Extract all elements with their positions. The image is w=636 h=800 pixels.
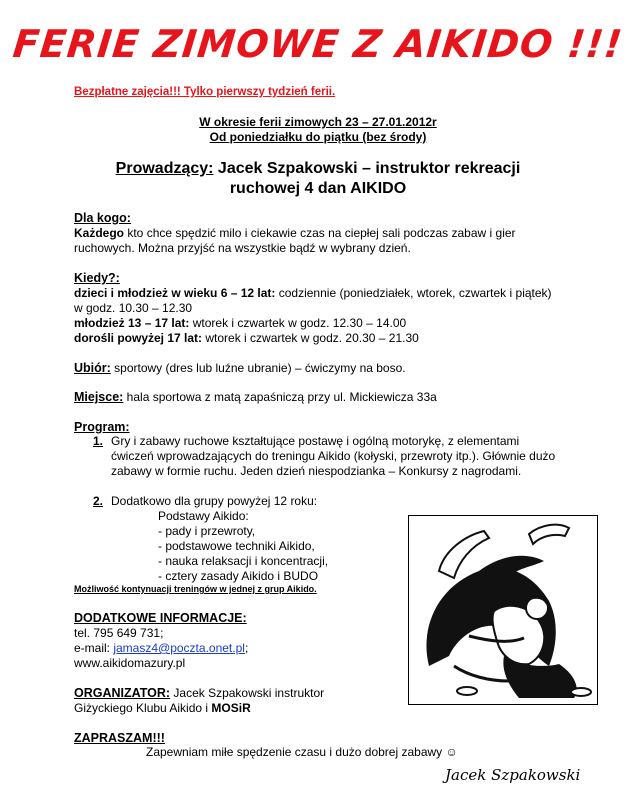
- organizator-line-1: [74, 686, 324, 701]
- kiedy-row-2-text: wtorek i czwartek w godz. 12.30 – 14.00: [189, 316, 407, 330]
- kiedy-row-1: [74, 286, 554, 316]
- website-text: www.aikidomazury.pl: [74, 656, 186, 670]
- dla-kogo-text: [74, 226, 564, 256]
- kiedy-row-2-bold: młodzież 13 – 17 lat:: [74, 316, 190, 330]
- instructor-line-2: ruchowej 4 dan AIKIDO: [229, 180, 407, 197]
- kiedy-row-3-bold: dorośli powyżej 17 lat:: [74, 331, 203, 345]
- free-note: Bezpłatne zajęcia!!! Tylko pierwszy tydzień ferii.: [74, 86, 336, 98]
- email-link[interactable]: jamasz4@poczta.onet.pl: [113, 641, 245, 655]
- ubior-text: sportowy (dres lub luźne ubranie) – ćwiczymy na boso.: [110, 361, 406, 375]
- dodatkowe-tel: tel. 795 649 731;: [74, 626, 164, 640]
- dla-kogo-heading: Dla kogo:: [74, 211, 131, 225]
- instructor-line-1: Jacek Szpakowski – instruktor rekreacji: [213, 160, 521, 177]
- instructor-label: Prowadzący:: [115, 160, 214, 177]
- organizator-text-2: Giżyckiego Klubu Aikido i: [74, 701, 212, 715]
- program-sub-heading: Podstawy Aikido:: [158, 509, 249, 523]
- kiedy-row-1-text: codziennie (poniedziałek, wtorek, czwartek i piątek) w godz. 10.30 – 12.30: [74, 286, 552, 315]
- email-label: e-mail:: [74, 641, 114, 655]
- ubior-label: Ubiór:: [74, 361, 111, 375]
- miejsce-line: [74, 390, 437, 405]
- program-sub-item: - pady i przewroty,: [158, 524, 256, 538]
- aikido-illustration: [408, 515, 598, 705]
- program-sublist: [158, 509, 398, 584]
- kiedy-row-2: [74, 316, 554, 331]
- dla-kogo-bold: Każdego: [74, 226, 125, 240]
- program-item-1: [93, 434, 563, 479]
- dodatkowe-email-line: [74, 641, 248, 656]
- miejsce-label: Miejsce:: [74, 390, 124, 404]
- kiedy-row-1-bold: dzieci i młodzież w wieku 6 – 12 lat:: [74, 286, 276, 300]
- page-title: FERIE ZIMOWE Z AIKIDO !!!: [10, 22, 626, 66]
- program-item-2-text: Dodatkowo dla grupy powyżej 12 roku:: [111, 494, 318, 508]
- program-sub-item: - cztery zasady Aikido i BUDO: [158, 569, 319, 583]
- program-item-1-text: Gry i zabawy ruchowe kształtujące postawę i ogólną motorykę, z elementami ćwiczeń wprowadzających do treningu Aikido (kołyski, przewroty itp.). Głównie dużo zabawy w formie ruchu. Jeden dzień niespodzianka – Konkursy z nagrodami.: [111, 434, 556, 478]
- aikido-illustration-icon: [409, 516, 597, 704]
- ubior-line: [74, 361, 406, 376]
- program-item-2: [93, 494, 393, 509]
- signature: Jacek Szpakowski: [445, 766, 581, 784]
- program-sub-item: - nauka relaksacji i koncentracji,: [158, 554, 329, 568]
- dla-kogo-body: kto chce spędzić milo i ciekawie czas na ciepłej sali podczas zabaw i gier ruchowych. Można przyjść na wszystkie bądź w wybrany dzień.: [74, 226, 516, 255]
- instructor-block: [0, 159, 636, 199]
- program-sub-item: - podstawowe techniki Aikido,: [158, 539, 315, 553]
- kiedy-heading: Kiedy?:: [74, 271, 120, 285]
- period-line-2: Od poniedziałku do piątku (bez środy): [209, 130, 427, 144]
- email-after: ;: [244, 641, 249, 655]
- organizator-label: ORGANIZATOR:: [74, 686, 171, 700]
- closing-text: Zapewniam miłe spędzenie czasu i dużo dobrej zabawy ☺: [146, 745, 458, 759]
- organizator-mosir: MOSiR: [211, 701, 251, 715]
- program-item-2-num: 2.: [93, 494, 104, 508]
- kiedy-row-3: [74, 331, 554, 346]
- program-heading: Program:: [74, 420, 130, 434]
- program-item-1-num: 1.: [93, 434, 104, 448]
- program-continuation: Możliwość kontynuacji treningów w jednej z grup Aikido.: [74, 584, 317, 594]
- organizator-text-1: Jacek Szpakowski instruktor: [170, 686, 325, 700]
- kiedy-row-3-text: wtorek i czwartek w godz. 20.30 – 21.30: [202, 331, 419, 345]
- zapraszam-heading: ZAPRASZAM!!!: [74, 731, 165, 745]
- miejsce-text: hala sportowa z matą zapaśniczą przy ul. Mickiewicza 33a: [123, 390, 437, 404]
- period-line-1: W okresie ferii zimowych 23 – 27.01.2012r: [199, 115, 437, 129]
- dodatkowe-heading: DODATKOWE INFORMACJE:: [74, 611, 247, 625]
- organizator-line-2: [74, 701, 251, 716]
